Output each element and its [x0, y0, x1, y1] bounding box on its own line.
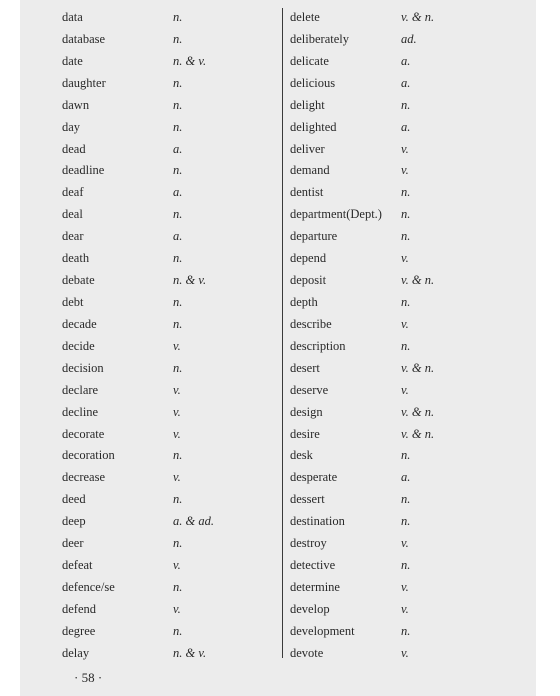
- word-entry: [290, 29, 520, 51]
- entry-part-of-speech: n.: [401, 97, 411, 112]
- word-entry: [62, 621, 292, 643]
- word-entry: [290, 117, 520, 139]
- entry-word: delay: [62, 645, 90, 660]
- word-entry: [290, 314, 520, 336]
- entry-part-of-speech: v.: [173, 470, 181, 485]
- word-entry: [290, 292, 520, 314]
- word-entry: [290, 51, 520, 73]
- entry-word: development: [290, 623, 355, 638]
- entry-word: deliver: [290, 141, 325, 156]
- entry-part-of-speech: n.: [173, 623, 183, 638]
- entry-word: decide: [62, 338, 95, 353]
- entry-word: delicate: [290, 53, 329, 68]
- entry-part-of-speech: v. & n.: [401, 404, 435, 419]
- entry-word: detective: [290, 558, 336, 573]
- entry-part-of-speech: n.: [173, 360, 183, 375]
- entry-word: destroy: [290, 536, 327, 551]
- entry-part-of-speech: a.: [401, 53, 411, 68]
- word-entry: [62, 445, 292, 467]
- entry-part-of-speech: n.: [401, 514, 411, 529]
- entry-part-of-speech: n.: [173, 251, 183, 266]
- entry-word: desk: [290, 448, 313, 463]
- word-entry: [290, 467, 520, 489]
- entry-part-of-speech: n.: [173, 579, 183, 594]
- entry-word: decade: [62, 316, 97, 331]
- entry-word: defeat: [62, 558, 93, 573]
- word-entry: [62, 336, 292, 358]
- entry-word: decorate: [62, 426, 105, 441]
- column-divider: [282, 8, 283, 658]
- word-entry: [290, 248, 520, 270]
- entry-part-of-speech: n.: [401, 448, 411, 463]
- entry-word: delicious: [290, 75, 336, 90]
- entry-word: develop: [290, 601, 330, 616]
- entry-part-of-speech: a. & ad.: [173, 514, 214, 529]
- word-entry: [62, 555, 292, 577]
- entry-word: decrease: [62, 470, 106, 485]
- entry-word: delighted: [290, 119, 337, 134]
- entry-word: departure: [290, 229, 338, 244]
- entry-part-of-speech: n. & v.: [173, 53, 207, 68]
- entry-part-of-speech: n.: [173, 10, 183, 24]
- entry-word: day: [62, 119, 81, 134]
- entry-word: deliberately: [290, 31, 349, 46]
- word-entry: [290, 182, 520, 204]
- entry-word: dear: [62, 229, 84, 244]
- entry-part-of-speech: v.: [401, 536, 409, 551]
- entry-word: degree: [62, 623, 96, 638]
- entry-word: destination: [290, 514, 345, 529]
- entry-word: desire: [290, 426, 320, 441]
- word-entry: [62, 51, 292, 73]
- word-entry: [290, 73, 520, 95]
- entry-word: debt: [62, 294, 84, 309]
- word-entry: [290, 599, 520, 621]
- word-entry: [62, 160, 292, 182]
- entry-word: deep: [62, 514, 86, 529]
- entry-word: design: [290, 404, 323, 419]
- entry-part-of-speech: v. & n.: [401, 360, 435, 375]
- word-entry: [62, 73, 292, 95]
- entry-word: dentist: [290, 185, 324, 200]
- entry-word: demand: [290, 163, 330, 178]
- word-entry: [290, 380, 520, 402]
- entry-part-of-speech: n. & v.: [173, 273, 207, 288]
- entry-word: deer: [62, 536, 84, 551]
- entry-part-of-speech: n.: [173, 316, 183, 331]
- page-number: · 58 ·: [74, 670, 103, 685]
- entry-word: delight: [290, 97, 325, 112]
- word-entry: [290, 445, 520, 467]
- word-entry: [62, 402, 292, 424]
- word-entry: [290, 511, 520, 533]
- entry-part-of-speech: n.: [173, 119, 183, 134]
- entry-part-of-speech: n.: [173, 448, 183, 463]
- word-entry: [62, 139, 292, 161]
- entry-part-of-speech: v.: [173, 404, 181, 419]
- word-entry: [290, 160, 520, 182]
- entry-part-of-speech: v.: [173, 338, 181, 353]
- entry-word: data: [62, 10, 83, 24]
- entry-word: database: [62, 31, 106, 46]
- word-entry: [62, 95, 292, 117]
- entry-part-of-speech: v.: [173, 601, 181, 616]
- entry-part-of-speech: v.: [401, 579, 409, 594]
- entry-word: dessert: [290, 492, 325, 507]
- entry-part-of-speech: n.: [401, 623, 411, 638]
- entry-part-of-speech: n.: [401, 294, 411, 309]
- entry-part-of-speech: a.: [173, 229, 183, 244]
- entry-word: deserve: [290, 382, 329, 397]
- word-entry: [62, 599, 292, 621]
- entry-part-of-speech: a.: [173, 141, 183, 156]
- entry-part-of-speech: v.: [401, 163, 409, 178]
- word-entry: [62, 292, 292, 314]
- entry-word: decoration: [62, 448, 115, 463]
- word-entry: [290, 226, 520, 248]
- entry-word: debate: [62, 273, 95, 288]
- entry-word: dead: [62, 141, 86, 156]
- entry-part-of-speech: n.: [173, 492, 183, 507]
- entry-part-of-speech: n.: [401, 492, 411, 507]
- word-entry: [290, 424, 520, 446]
- entry-word: depend: [290, 251, 327, 266]
- entry-part-of-speech: a.: [401, 119, 411, 134]
- word-entry: [62, 226, 292, 248]
- word-entry: [290, 577, 520, 599]
- entry-part-of-speech: n. & v.: [173, 645, 207, 660]
- word-entry: [62, 204, 292, 226]
- word-entry: [62, 577, 292, 599]
- word-entry: [290, 139, 520, 161]
- word-entry: [62, 380, 292, 402]
- word-entry: [62, 511, 292, 533]
- entry-word: department(Dept.): [290, 207, 382, 222]
- entry-part-of-speech: a.: [401, 470, 411, 485]
- word-entry: [62, 467, 292, 489]
- entry-part-of-speech: n.: [173, 294, 183, 309]
- entry-part-of-speech: a.: [401, 75, 411, 90]
- entry-part-of-speech: v.: [173, 426, 181, 441]
- entry-part-of-speech: ad.: [401, 31, 417, 46]
- entry-part-of-speech: n.: [173, 31, 183, 46]
- entry-part-of-speech: v.: [401, 645, 409, 660]
- entry-word: death: [62, 251, 90, 266]
- entry-part-of-speech: v.: [401, 251, 409, 266]
- word-entry: [62, 270, 292, 292]
- entry-part-of-speech: v.: [401, 382, 409, 397]
- word-entry: [290, 533, 520, 555]
- entry-part-of-speech: n.: [401, 185, 411, 200]
- entry-word: desert: [290, 360, 320, 375]
- entry-word: declare: [62, 382, 99, 397]
- entry-word: devote: [290, 645, 324, 660]
- word-entry: [290, 95, 520, 117]
- entry-word: delete: [290, 10, 320, 24]
- word-entry: [62, 489, 292, 511]
- entry-word: depth: [290, 294, 318, 309]
- entry-word: desperate: [290, 470, 338, 485]
- word-entry: [290, 489, 520, 511]
- entry-word: determine: [290, 579, 340, 594]
- entry-word: describe: [290, 316, 332, 331]
- entry-word: description: [290, 338, 346, 353]
- word-entry: [290, 643, 520, 665]
- entry-word: deposit: [290, 273, 327, 288]
- entry-word: deed: [62, 492, 86, 507]
- word-entry: [62, 533, 292, 555]
- entry-part-of-speech: n.: [401, 207, 411, 222]
- word-entry: [290, 555, 520, 577]
- word-entry: [62, 7, 292, 29]
- word-entry: [290, 270, 520, 292]
- word-entry: [62, 643, 292, 665]
- entry-part-of-speech: v.: [173, 558, 181, 573]
- entry-part-of-speech: n.: [401, 229, 411, 244]
- word-entry: [290, 402, 520, 424]
- entry-part-of-speech: v. & n.: [401, 10, 435, 24]
- entry-part-of-speech: a.: [173, 185, 183, 200]
- word-entry: [62, 117, 292, 139]
- entry-word: deadline: [62, 163, 105, 178]
- word-entry: [62, 424, 292, 446]
- entry-part-of-speech: n.: [173, 163, 183, 178]
- entry-part-of-speech: n.: [173, 207, 183, 222]
- entry-part-of-speech: n.: [173, 536, 183, 551]
- word-entry: [62, 314, 292, 336]
- entry-part-of-speech: v. & n.: [401, 273, 435, 288]
- entry-part-of-speech: v.: [401, 316, 409, 331]
- entry-part-of-speech: v.: [173, 382, 181, 397]
- entry-word: dawn: [62, 97, 90, 112]
- entry-word: decline: [62, 404, 99, 419]
- entry-part-of-speech: n.: [401, 338, 411, 353]
- entry-part-of-speech: n.: [173, 75, 183, 90]
- word-entry: [62, 248, 292, 270]
- entry-part-of-speech: n.: [173, 97, 183, 112]
- word-entry: [62, 358, 292, 380]
- entry-part-of-speech: n.: [401, 558, 411, 573]
- word-entry: [290, 204, 520, 226]
- word-entry: [62, 29, 292, 51]
- word-entry: [290, 358, 520, 380]
- entry-word: deaf: [62, 185, 84, 200]
- word-entry: [290, 621, 520, 643]
- left-word-column: [62, 7, 292, 665]
- entry-word: daughter: [62, 75, 106, 90]
- word-entry: [290, 336, 520, 358]
- entry-word: deal: [62, 207, 83, 222]
- vocabulary-page: [20, 0, 536, 696]
- entry-word: decision: [62, 360, 104, 375]
- word-entry: [290, 7, 520, 29]
- entry-word: defence/se: [62, 579, 115, 594]
- entry-word: defend: [62, 601, 97, 616]
- right-word-column: [290, 7, 520, 665]
- entry-word: date: [62, 53, 83, 68]
- entry-part-of-speech: v.: [401, 601, 409, 616]
- entry-part-of-speech: v.: [401, 141, 409, 156]
- entry-part-of-speech: v. & n.: [401, 426, 435, 441]
- word-entry: [62, 182, 292, 204]
